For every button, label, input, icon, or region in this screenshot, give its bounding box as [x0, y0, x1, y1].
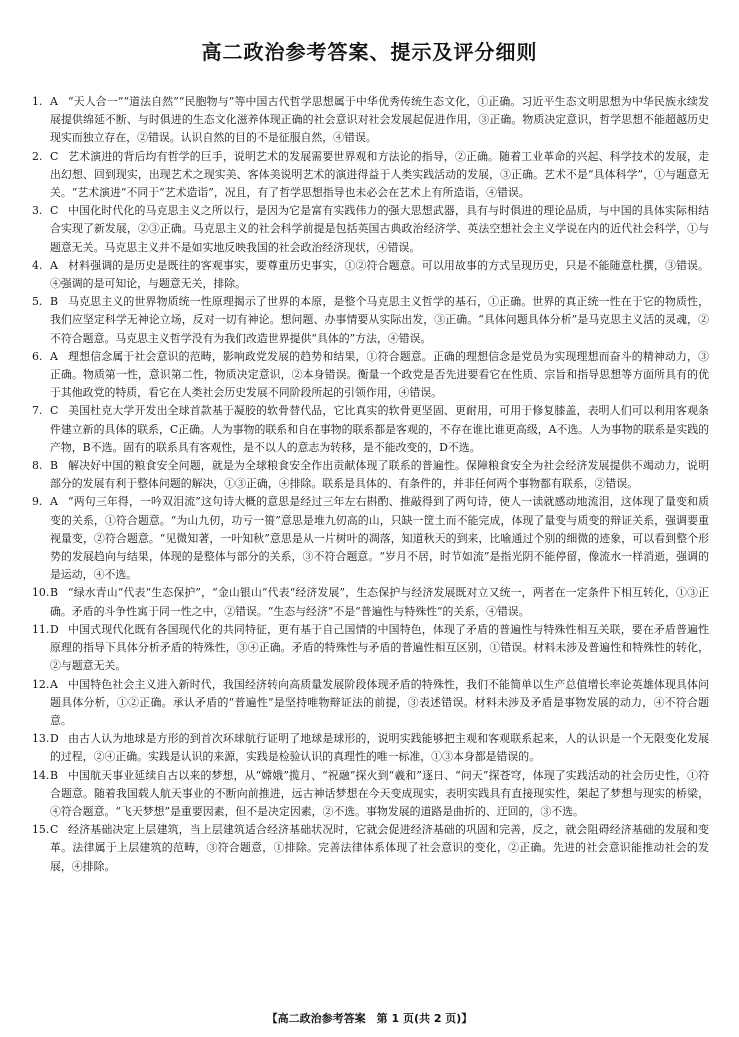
- answer-explanation: 材料强调的是历史是既往的客观事实，要尊重历史事实，①②符合题意。可以用故事的方式呈现历史，只是不能随意杜撰，③错误。④强调的是可知论，与题意无关，排除。: [50, 258, 709, 291]
- answer-choice: A: [50, 495, 58, 509]
- answer-explanation: 理想信念属于社会意识的范畴，影响政党发展的趋势和结果，①符合题意。正确的理想信念是党员为实现理想而奋斗的精神动力，③正确。物质第一性，意识第二性，物质决定意识，②本身错误。衡量一个政党是否先进要看它在性质、宗旨和指导思想等方面所具有的优于其他政党的特质，看它在人类社会历史发展不同阶段所起的引领作用，④错误。: [50, 349, 709, 400]
- answer-choice: C: [50, 823, 59, 837]
- answer-choice: C: [50, 149, 59, 163]
- answer-item: [32, 457, 709, 493]
- question-number: 10.: [32, 586, 50, 600]
- question-number: 2.: [32, 149, 43, 163]
- question-number: 4.: [32, 258, 43, 272]
- answer-list: [32, 93, 709, 876]
- answer-explanation: “两句三年得，一吟双泪流”这句诗大概的意思是经过三年左右斟酌、推敲得到了两句诗，使人一读就感动地流泪，这体现了量变和质变的关系，①符合题意。“为山九仞，功亏一篑”意思是堆九仞高的山，只缺一筐土而不能完成，体现了量变与质变的辩证关系，强调要重视量变，②符合题意。“见微知著，一叶知秋”意思是从一片树叶的凋落，知道秋天的到来，比喻通过个别的细微的迹象，可以看到整个形势的发展趋向与结果，体现的是整体与部分的关系，③不符合题意。“岁月不居，时节如流”是指光阴不能停留，像流水一样消逝，强调的是运动，④不选。: [50, 495, 709, 582]
- question-number: 12.: [32, 677, 50, 691]
- answer-item: [32, 767, 709, 822]
- question-number: 13.: [32, 732, 50, 746]
- question-number: 1.: [32, 95, 43, 108]
- answer-explanation: “天人合一”“道法自然”“民胞物与”等中国古代哲学思想属于中华优秀传统生态文化，①正确。习近平生态文明思想为中华民族永续发展提供绵延不断、与时俱进的生态文化滋养体现正确的社会意识对社会发展起促进作用，③正确。物质决定意识，哲学思想不能超越历史现实而独立存在，②错误。认识自然的目的不是征服自然，④错误。: [50, 95, 709, 145]
- answer-explanation: 由古人认为地球是方形的到首次环球航行证明了地球是球形的，说明实践能够把主观和客观联系起来，人的认识是一个无限变化发展的过程，②④正确。实践是认识的来源，实践是检验认识的真理性的唯一标准，①③本身都是错误的。: [50, 732, 709, 764]
- answer-item: [32, 584, 709, 620]
- answer-explanation: 马克思主义的世界物质统一性原理揭示了世界的本原，是整个马克思主义哲学的基石，①正确。世界的真正统一性在于它的物质性，我们应坚定科学无神论立场，反对一切有神论。想问题、办事情要从实际出发，③正确。“具体问题具体分析”是马克思主义活的灵魂，②不符合题意。马克思主义哲学没有为我们改造世界提供“具体的”方法，④错误。: [50, 295, 709, 345]
- page-footer: 【高二政治参考答案 第 1 页(共 2 页)】: [266, 1012, 473, 1025]
- answer-choice: A: [50, 677, 58, 691]
- question-number: 14.: [32, 768, 50, 782]
- answer-item: [32, 148, 709, 203]
- answer-choice: A: [50, 95, 58, 108]
- answer-choice: B: [50, 459, 59, 473]
- answer-choice: C: [50, 204, 59, 218]
- page-title: 高二政治参考答案、提示及评分细则: [201, 40, 538, 64]
- answer-item: [32, 402, 709, 457]
- question-number: 11.: [32, 622, 50, 636]
- answer-choice: A: [50, 258, 58, 272]
- answer-item: [32, 821, 709, 876]
- answer-choice: B: [50, 586, 59, 600]
- answer-item: [32, 676, 709, 731]
- answer-item: [32, 257, 709, 293]
- answer-choice: B: [50, 295, 59, 309]
- answer-item: [32, 93, 709, 148]
- answer-explanation: 中国式现代化既有各国现代化的共同特征，更有基于自己国情的中国特色，体现了矛盾的普遍性与特殊性相互关联，要在矛盾普遍性原理的指导下具体分析矛盾的特殊性，③④正确。矛盾的特殊性与矛盾的普遍性相互区别，①错误。材料未涉及普遍性和特殊性的转化，②与题意无关。: [50, 622, 709, 673]
- answer-explanation: 中国化时代化的马克思主义之所以行，是因为它是富有实践伟力的强大思想武器，具有与时俱进的理论品质，与中国的具体实际相结合实现了新发展，②③正确。马克思主义的社会科学前提是包括英国古典政治经济学、英法空想社会主义学说在内的近代社会科学，①与题意无关。马克思主义并不是如实地反映我国的社会政治经济现状，④错误。: [50, 204, 709, 254]
- answer-explanation: 美国杜克大学开发出全球首款基于凝胶的软骨替代品，它比真实的软骨更坚固、更耐用，可用于修复膝盖，表明人们可以利用客观条件建立新的具体的联系，C正确。人为事物的联系和自在事物的联系都是客观的，不存在谁比谁更高级，A不选。人为事物的联系是实践的产物，B不选。固有的联系具有客观性，是不以人的意志为转移，是不能改变的，D不选。: [50, 404, 709, 454]
- answer-explanation: “绿水青山”代表“生态保护”，“金山银山”代表“经济发展”，生态保护与经济发展既对立又统一，两者在一定条件下相互转化，①③正确。矛盾的斗争性寓于同一性之中，②错误。“生态与经济”不是“普遍性与特殊性”的关系，④错误。: [50, 586, 709, 618]
- question-number: 3.: [32, 204, 43, 218]
- question-number: 7.: [32, 404, 43, 418]
- answer-choice: C: [50, 404, 59, 418]
- answer-explanation: 艺术演进的背后均有哲学的巨手，说明艺术的发展需要世界观和方法论的指导，②正确。随着工业革命的兴起、科学技术的发展，走出幻想、回到现实，出现艺术之现实美、客体美说明艺术的演进得益于人类实践活动的发展，③正确。艺术不是“具体科学”，①与题意无关。“艺术演进”不同于“艺术造诣”，况且，有了哲学思想指导也未必会在艺术上有所造诣，④错误。: [50, 149, 709, 200]
- answer-explanation: 经济基础决定上层建筑，当上层建筑适合经济基础状况时，它就会促进经济基础的巩固和完善，反之，就会阻碍经济基础的发展和变革。法律属于上层建筑的范畴，③符合题意，①排除。完善法律体系体现了社会意识的变化，②正确。先进的社会意识能推动社会的发展，④排除。: [50, 823, 709, 873]
- answer-item: [32, 621, 709, 676]
- answer-explanation: 中国特色社会主义进入新时代，我国经济转向高质量发展阶段体现矛盾的特殊性，我们不能简单以生产总值增长率论英雄体现具体问题具体分析，①②正确。承认矛盾的“普遍性”是坚持唯物辩证法的前提，③表述错误。材料未涉及矛盾是事物发展的动力，④不符合题意。: [50, 677, 709, 727]
- answer-item: [32, 493, 709, 584]
- answer-item: [32, 293, 709, 348]
- question-number: 8.: [32, 459, 43, 473]
- question-number: 15.: [32, 823, 50, 837]
- answer-choice: D: [50, 732, 59, 746]
- answer-explanation: 解决好中国的粮食安全问题，就是为全球粮食安全作出贡献体现了联系的普遍性。保障粮食安全为社会经济发展提供不竭动力，说明部分的发展有利于整体问题的解决，①③正确，④排除。联系是具体的、有条件的，并非任何两个事物都有联系，②错误。: [50, 459, 709, 491]
- answer-choice: A: [50, 349, 58, 363]
- answer-item: [32, 730, 709, 766]
- answer-explanation: 中国航天事业延续自古以来的梦想，从“嫦娥”揽月、“祝融”探火到“羲和”逐日、“问天”探苍穹，体现了实践活动的社会历史性，①符合题意。随着我国载人航天事业的不断向前推进，远古神话梦想在今天变成现实，表明实践具有直接现实性，架起了梦想与现实的桥梁，④符合题意。“飞天梦想”是重要因素，但不是决定因素，②不选。事物发展的道路是曲折的、迂回的，③不选。: [50, 768, 709, 818]
- question-number: 6.: [32, 349, 43, 363]
- answer-choice: B: [50, 768, 59, 782]
- answer-item: [32, 348, 709, 403]
- answer-choice: D: [50, 622, 59, 636]
- answer-item: [32, 202, 709, 257]
- question-number: 9.: [32, 495, 43, 509]
- question-number: 5.: [32, 295, 43, 309]
